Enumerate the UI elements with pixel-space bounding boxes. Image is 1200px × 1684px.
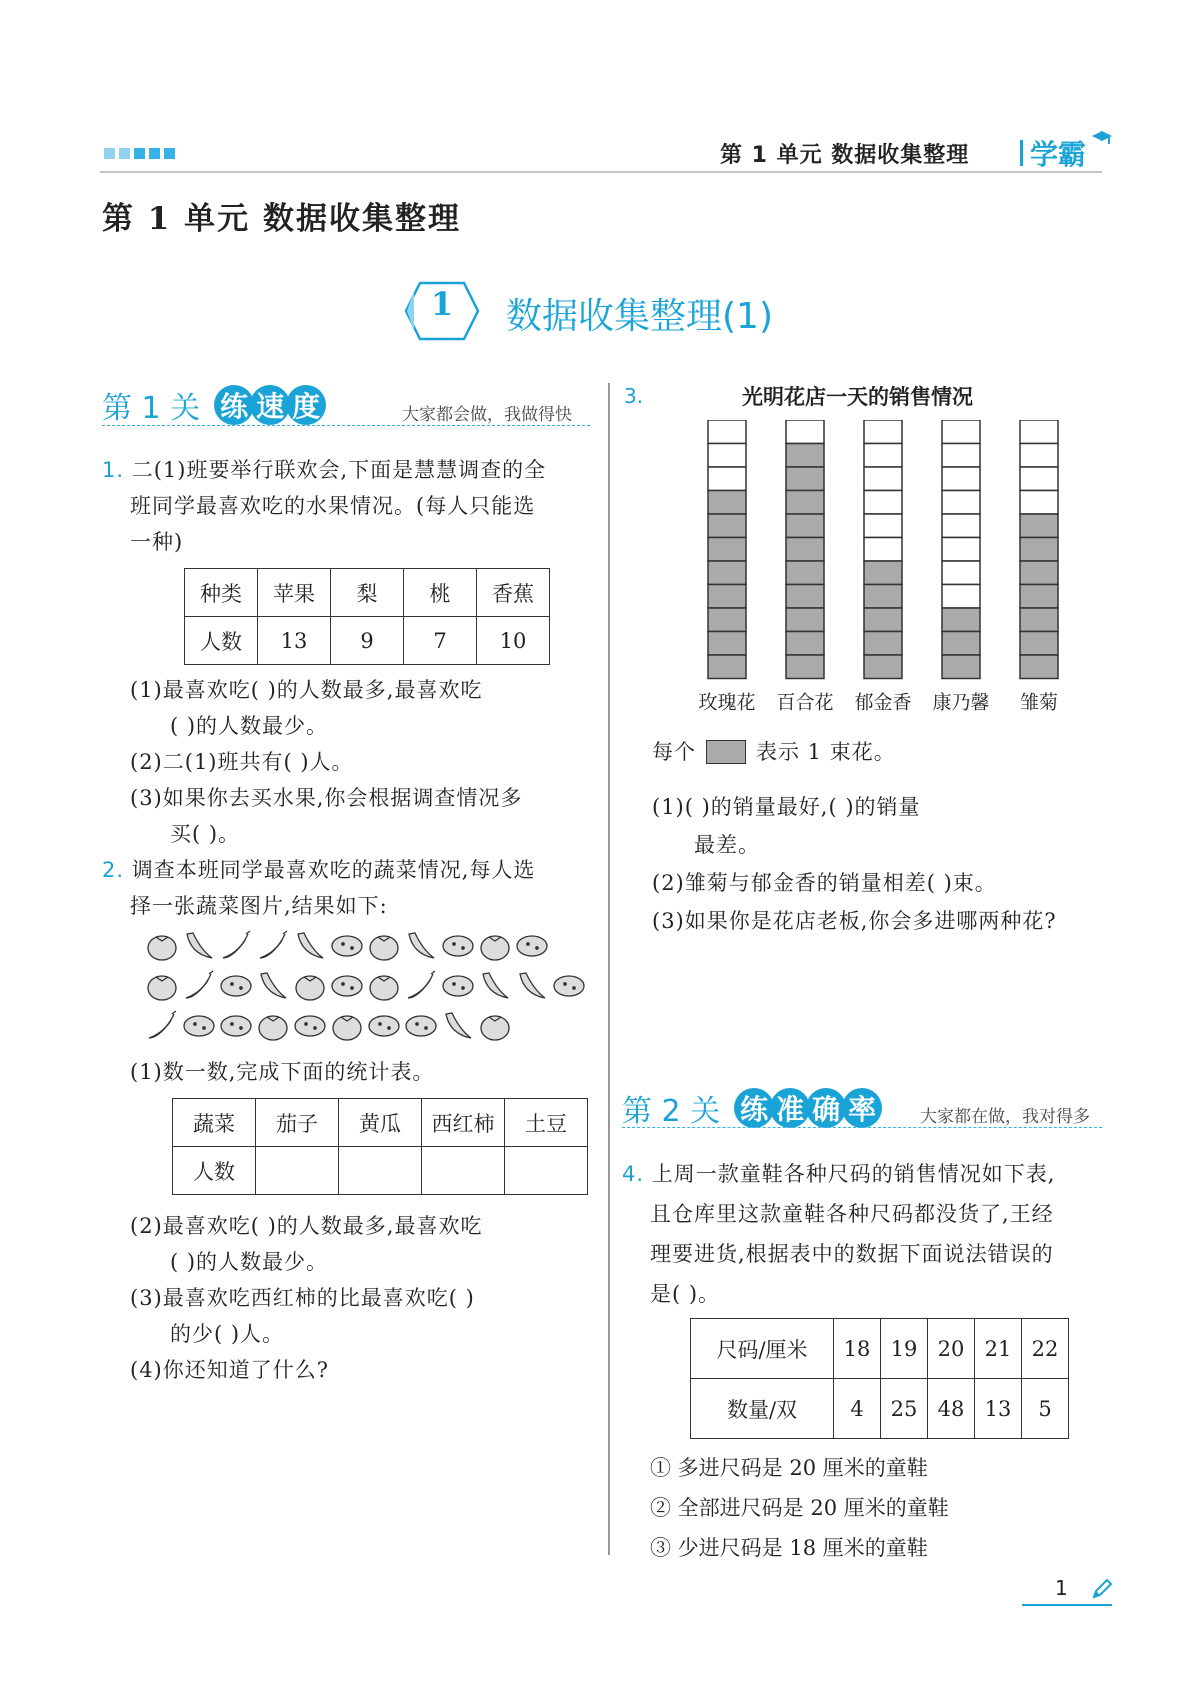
bar-label: 雏菊: [1019, 691, 1059, 714]
q2-sub1: (1)数一数,完成下面的统计表。: [130, 1060, 435, 1084]
option-2[interactable]: ② 全部进尺码是 20 厘米的童鞋: [650, 1496, 949, 1520]
bar-cell-empty: [864, 420, 902, 444]
header-rule: [100, 171, 1102, 173]
bar-cell-empty: [864, 514, 902, 538]
table-cell: 7: [404, 617, 477, 665]
bar-column: [864, 420, 902, 679]
bar-cell-empty: [942, 561, 980, 585]
bar-cell-empty: [1020, 420, 1058, 444]
bar-cell-empty: [864, 491, 902, 515]
table-cell: 香蕉: [477, 569, 550, 617]
q2-stem: [102, 852, 602, 924]
bar-cell-empty: [942, 514, 980, 538]
tag-char: 确: [806, 1088, 846, 1128]
tag-char: 率: [842, 1088, 882, 1128]
question-number: 3.: [624, 384, 644, 408]
q4-line: 理要进货,根据表中的数据下面说法错误的: [650, 1242, 1054, 1266]
potato-icon: [332, 936, 362, 956]
section1-heading: [102, 383, 322, 427]
answer-cell[interactable]: [339, 1147, 422, 1195]
bar-cell-filled: [786, 561, 824, 585]
bar-cell-filled: [1020, 538, 1058, 562]
bar-cell-empty: [708, 420, 746, 444]
q4-options: [650, 1448, 949, 1568]
subquestion: 最差。: [694, 833, 760, 857]
table-cell: 25: [881, 1379, 928, 1439]
bar-cell-empty: [864, 538, 902, 562]
bar-cell-filled: [1020, 585, 1058, 609]
bar-cell-empty: [1020, 444, 1058, 468]
bar-cell-filled: [708, 655, 746, 679]
bar-cell-filled: [786, 538, 824, 562]
bar-cell-filled: [708, 608, 746, 632]
bar-cell-filled: [1020, 655, 1058, 679]
bar-cell-filled: [864, 655, 902, 679]
subquestion: 的少( )人。: [170, 1322, 285, 1346]
table-cell: 梨: [331, 569, 404, 617]
column-divider: [608, 383, 610, 1555]
table-cell: 9: [331, 617, 404, 665]
cucumber-icon: [298, 933, 323, 958]
q4-line: 上周一款童鞋各种尺码的销售情况如下表,: [651, 1162, 1056, 1186]
section1-tag: [214, 385, 322, 425]
bar-cell-filled: [786, 467, 824, 491]
tag-char: 速: [250, 385, 290, 425]
eggplant-icon: [223, 931, 250, 958]
q1-table: [184, 568, 550, 665]
table-cell: 土豆: [505, 1099, 588, 1147]
table-cell: 人数: [185, 617, 258, 665]
bar-cell-empty: [708, 444, 746, 468]
graduation-cap-icon: [1090, 128, 1114, 148]
potato-icon: [221, 976, 251, 996]
table-cell: 茄子: [256, 1099, 339, 1147]
cucumber-icon: [187, 933, 212, 958]
bar-cell-filled: [708, 491, 746, 515]
bar-cell-empty: [942, 420, 980, 444]
bar-cell-empty: [864, 444, 902, 468]
table-cell: 黄瓜: [339, 1099, 422, 1147]
legend-prefix: 每个: [652, 740, 696, 764]
section2-underline: [622, 1127, 1102, 1128]
table-cell: 10: [477, 617, 550, 665]
eggplant-icon: [260, 931, 287, 958]
bar-cell-filled: [1020, 608, 1058, 632]
bar-cell-filled: [864, 632, 902, 656]
table-cell: 18: [834, 1319, 881, 1379]
q2-table: [172, 1098, 588, 1195]
subquestion: (2)最喜欢吃( )的人数最多,最喜欢吃: [130, 1214, 483, 1238]
q3-subquestions: [652, 788, 1122, 940]
potato-icon: [369, 1016, 399, 1036]
question-number: 2.: [102, 858, 125, 882]
section1-label: 第 1 关: [102, 391, 201, 426]
section2-motto: 大家都在做，我对得多: [920, 1107, 1090, 1127]
bar-chart: [696, 420, 1116, 720]
tag-char: 练: [214, 385, 254, 425]
q1-stem: [102, 452, 602, 560]
bar-cell-filled: [708, 538, 746, 562]
answer-cell[interactable]: [505, 1147, 588, 1195]
table-cell: 数量/双: [691, 1379, 834, 1439]
tomato-icon: [259, 1016, 287, 1040]
potato-icon: [295, 1016, 325, 1036]
bar-cell-filled: [786, 514, 824, 538]
bar-column: [942, 420, 980, 679]
table-cell: 13: [975, 1379, 1022, 1439]
bar-label: 康乃馨: [932, 691, 990, 714]
potato-icon: [184, 1016, 214, 1036]
legend-swatch: [706, 740, 746, 764]
bar-column: [786, 420, 824, 679]
bar-cell-empty: [942, 467, 980, 491]
table-cell: 13: [258, 617, 331, 665]
bar-cell-filled: [786, 632, 824, 656]
page-number-rule: [1022, 1604, 1112, 1606]
eggplant-icon: [186, 971, 213, 998]
section1-underline: [102, 425, 590, 426]
bar-cell-filled: [708, 561, 746, 585]
potato-icon: [443, 936, 473, 956]
subquestion: (1)( )的销量最好,( )的销量: [652, 795, 921, 819]
tomato-icon: [481, 1016, 509, 1040]
section2-heading: [622, 1086, 878, 1130]
bar-cell-filled: [1020, 632, 1058, 656]
q1-line: 班同学最喜欢吃的水果情况。(每人只能选: [130, 494, 536, 518]
bar-cell-filled: [786, 491, 824, 515]
table-cell: 19: [881, 1319, 928, 1379]
header-brand-bar: [1020, 140, 1023, 166]
page-number: 1: [1055, 1576, 1068, 1600]
table-cell: 种类: [185, 569, 258, 617]
subquestion: (1)最喜欢吃( )的人数最多,最喜欢吃: [130, 678, 483, 702]
q2-line: 择一张蔬菜图片,结果如下:: [130, 894, 388, 918]
table-cell: 人数: [173, 1147, 256, 1195]
table-cell: 20: [928, 1319, 975, 1379]
bar-cell-empty: [708, 467, 746, 491]
section1-motto: 大家都会做，我做得快: [402, 405, 572, 425]
q2-line: 调查本班同学最喜欢吃的蔬菜情况,每人选: [131, 858, 536, 882]
bar-cell-filled: [786, 655, 824, 679]
table-cell: 5: [1022, 1379, 1069, 1439]
potato-icon: [517, 936, 547, 956]
table-cell: 蔬菜: [173, 1099, 256, 1147]
bar-column: [1020, 420, 1058, 679]
cucumber-icon: [520, 973, 545, 998]
bar-cell-empty: [942, 444, 980, 468]
option-1[interactable]: ① 多进尺码是 20 厘米的童鞋: [650, 1456, 928, 1480]
subquestion: (3)如果你是花店老板,你会多进哪两种花?: [652, 909, 1057, 933]
bar-cell-filled: [942, 655, 980, 679]
tomato-icon: [333, 1016, 361, 1040]
bar-cell-empty: [942, 585, 980, 609]
q4-line: 且仓库里这款童鞋各种尺码都没货了,王经: [650, 1202, 1054, 1226]
tomato-icon: [148, 976, 176, 1000]
subquestion: ( )的人数最少。: [170, 1250, 329, 1274]
tag-char: 度: [286, 385, 326, 425]
bar-column: [708, 420, 746, 679]
subquestion: (4)你还知道了什么?: [130, 1358, 330, 1382]
cucumber-icon: [446, 1013, 471, 1038]
potato-icon: [332, 976, 362, 996]
chart-legend: [652, 734, 896, 770]
option-3[interactable]: ③ 少进尺码是 18 厘米的童鞋: [650, 1536, 928, 1560]
bar-cell-filled: [1020, 561, 1058, 585]
legend-suffix: 表示 1 束花。: [756, 740, 896, 764]
cucumber-icon: [409, 933, 434, 958]
subquestion: (3)最喜欢吃西红柿的比最喜欢吃( ): [130, 1286, 475, 1310]
bar-cell-filled: [1020, 514, 1058, 538]
q1-line: 二(1)班要举行联欢会,下面是慧慧调查的全: [131, 458, 547, 482]
bar-cell-filled: [708, 585, 746, 609]
pencil-icon: [1090, 1577, 1114, 1601]
question-number: 1.: [102, 458, 125, 482]
subquestion: (2)雏菊与郁金香的销量相差( )束。: [652, 871, 997, 895]
bar-label: 郁金香: [854, 691, 912, 714]
bar-cell-empty: [1020, 467, 1058, 491]
bar-cell-empty: [1020, 491, 1058, 515]
tomato-icon: [148, 936, 176, 960]
q2-subquestions: [130, 1208, 610, 1388]
table-cell: 尺码/厘米: [691, 1319, 834, 1379]
answer-cell[interactable]: [256, 1147, 339, 1195]
table-cell: 苹果: [258, 569, 331, 617]
lesson-number: 1: [430, 285, 454, 323]
q1-line: 一种): [130, 530, 184, 554]
header-decoration: [104, 148, 175, 159]
bar-cell-empty: [942, 538, 980, 562]
bar-cell-filled: [942, 632, 980, 656]
tag-char: 练: [734, 1088, 774, 1128]
bar-cell-filled: [864, 585, 902, 609]
bar-cell-filled: [786, 585, 824, 609]
lesson-title: 数据收集整理(1): [506, 296, 773, 337]
bar-cell-filled: [786, 608, 824, 632]
tag-char: 准: [770, 1088, 810, 1128]
section2-tag: [734, 1088, 878, 1128]
bar-cell-empty: [786, 420, 824, 444]
subquestion: (3)如果你去买水果,你会根据调查情况多: [130, 786, 523, 810]
table-cell: 21: [975, 1319, 1022, 1379]
eggplant-icon: [408, 971, 435, 998]
tomato-icon: [481, 936, 509, 960]
cucumber-icon: [261, 973, 286, 998]
brand-logo: 学霸: [1030, 138, 1087, 171]
eggplant-icon: [149, 1011, 176, 1038]
bar-cell-filled: [942, 608, 980, 632]
header-unit-label: 第 1 单元 数据收集整理: [720, 143, 970, 168]
tomato-icon: [296, 976, 324, 1000]
unit-title: 第 1 单元 数据收集整理: [102, 201, 461, 237]
answer-cell[interactable]: [422, 1147, 505, 1195]
bar-cell-filled: [708, 632, 746, 656]
potato-icon: [443, 976, 473, 996]
subquestion: (2)二(1)班共有( )人。: [130, 750, 354, 774]
q4-table: [690, 1318, 1069, 1439]
subquestion: 买( )。: [170, 822, 241, 846]
q1-subquestions: [130, 672, 610, 852]
potato-icon: [406, 1016, 436, 1036]
table-cell: 22: [1022, 1319, 1069, 1379]
chart-title: 光明花店一天的销售情况: [742, 385, 973, 409]
table-cell: 4: [834, 1379, 881, 1439]
table-cell: 48: [928, 1379, 975, 1439]
subquestion: ( )的人数最少。: [170, 714, 329, 738]
potato-icon: [554, 976, 584, 996]
table-cell: 桃: [404, 569, 477, 617]
vegetable-pictures: [146, 924, 586, 1056]
bar-cell-filled: [708, 514, 746, 538]
bar-cell-empty: [864, 467, 902, 491]
q4-stem: [622, 1154, 1114, 1314]
question-number: 4.: [622, 1162, 645, 1186]
bar-cell-filled: [786, 444, 824, 468]
potato-icon: [221, 1016, 251, 1036]
section2-label: 第 2 关: [622, 1094, 721, 1129]
tomato-icon: [370, 936, 398, 960]
bar-label: 玫瑰花: [698, 691, 756, 714]
table-cell: 西红柿: [422, 1099, 505, 1147]
cucumber-icon: [483, 973, 508, 998]
bar-cell-filled: [864, 608, 902, 632]
q4-line: 是( )。: [650, 1282, 721, 1306]
bar-cell-empty: [942, 491, 980, 515]
bar-label: 百合花: [776, 691, 834, 714]
tomato-icon: [370, 976, 398, 1000]
bar-cell-filled: [864, 561, 902, 585]
